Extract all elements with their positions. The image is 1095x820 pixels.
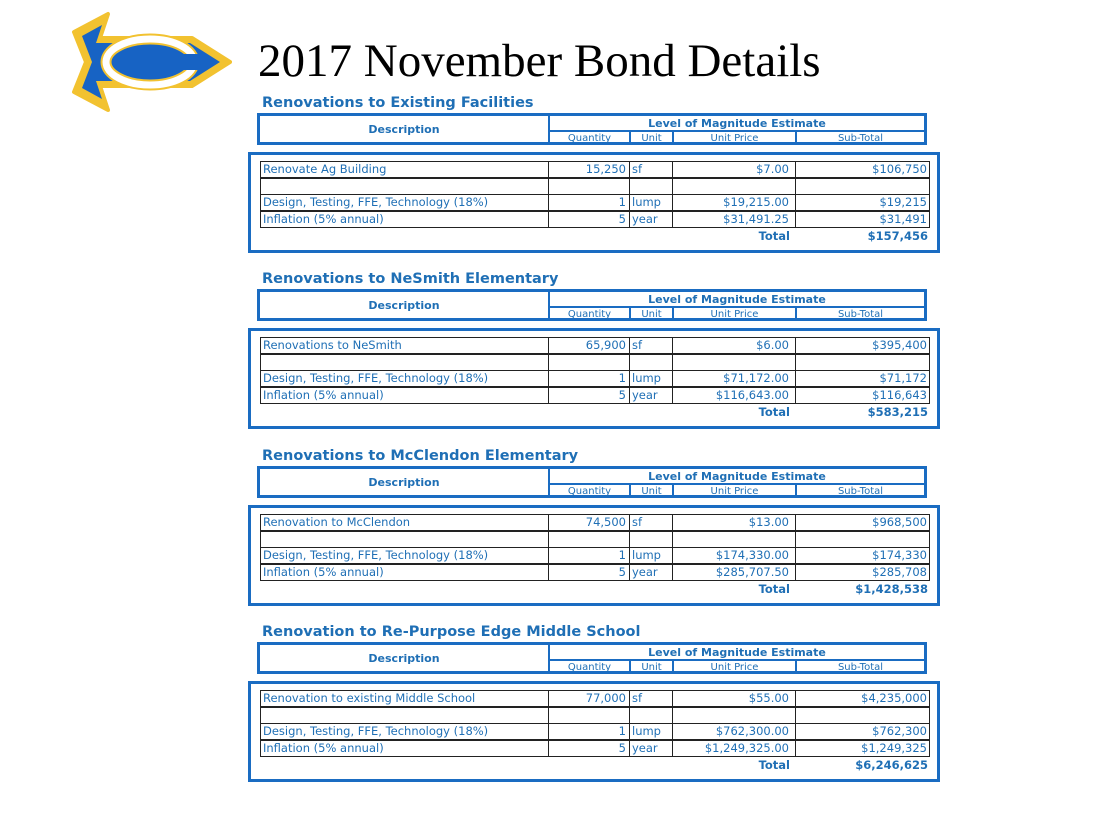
cell-unit-price: $19,215.00: [672, 194, 796, 211]
header-description: Description: [368, 298, 440, 312]
cell-unit-price: [672, 354, 796, 371]
cell-sub-total: $4,235,000: [795, 690, 930, 707]
cell-unit: sf: [629, 690, 673, 707]
header-estimate: Level of Magnitude Estimate: [548, 292, 924, 308]
cell-unit: lump: [629, 194, 673, 211]
header-estimate: Level of Magnitude Estimate: [548, 469, 924, 485]
section-title: Renovation to Re-Purpose Edge Middle School: [262, 624, 641, 640]
section-title: Renovations to NeSmith Elementary: [262, 271, 559, 287]
header-quantity: Quantity: [548, 485, 629, 497]
total-row: [260, 758, 930, 775]
cell-quantity: 77,000: [548, 690, 630, 707]
table-row: [260, 690, 930, 707]
cell-unit-price: [672, 531, 796, 548]
cell-unit: lump: [629, 547, 673, 564]
cell-sub-total: [795, 178, 930, 195]
cell-unit-price: $71,172.00: [672, 370, 796, 387]
cell-quantity: 15,250: [548, 161, 630, 178]
table-row: [260, 547, 930, 564]
cell-unit-price: $116,643.00: [672, 387, 796, 404]
header-sub-total: Sub-Total: [795, 661, 924, 673]
table-header: [257, 113, 927, 145]
school-logo: [70, 10, 232, 114]
table-row: [260, 707, 930, 724]
cell-unit-price: $285,707.50: [672, 564, 796, 581]
cell-unit: lump: [629, 370, 673, 387]
cell-description: Design, Testing, FFE, Technology (18%): [260, 723, 549, 740]
cell-description: Inflation (5% annual): [260, 564, 549, 581]
cell-description: Design, Testing, FFE, Technology (18%): [260, 194, 549, 211]
table-body: [248, 152, 940, 253]
header-unit: Unit: [629, 485, 672, 497]
table-body: [248, 328, 940, 429]
cell-sub-total: $762,300: [795, 723, 930, 740]
page-title: 2017 November Bond Details: [258, 35, 821, 87]
total-row: [260, 582, 930, 599]
cell-sub-total: $106,750: [795, 161, 930, 178]
cell-quantity: [548, 707, 630, 724]
header-quantity: Quantity: [548, 132, 629, 144]
table-header: [257, 466, 927, 498]
cell-description: Inflation (5% annual): [260, 740, 549, 757]
cell-sub-total: [795, 354, 930, 371]
cell-unit-price: $1,249,325.00: [672, 740, 796, 757]
cell-unit-price: [672, 707, 796, 724]
header-unit: Unit: [629, 308, 672, 320]
header-unit-price: Unit Price: [672, 661, 795, 673]
table-row: [260, 531, 930, 548]
cell-unit-price: $55.00: [672, 690, 796, 707]
table-header: [257, 642, 927, 674]
cell-unit: year: [629, 740, 673, 757]
cell-description: Design, Testing, FFE, Technology (18%): [260, 547, 549, 564]
cell-unit: sf: [629, 161, 673, 178]
cost-section: [248, 448, 940, 613]
cell-description: Renovate Ag Building: [260, 161, 549, 178]
header-description: Description: [368, 651, 440, 665]
table-row: [260, 723, 930, 740]
cell-quantity: 65,900: [548, 337, 630, 354]
table-body: [248, 505, 940, 606]
cell-unit: year: [629, 387, 673, 404]
cost-section: [248, 271, 940, 436]
cell-quantity: 74,500: [548, 514, 630, 531]
cell-unit: sf: [629, 337, 673, 354]
total-row: [260, 405, 930, 422]
cell-sub-total: $19,215: [795, 194, 930, 211]
table-row: [260, 514, 930, 531]
header-unit: Unit: [629, 132, 672, 144]
cell-sub-total: $1,249,325: [795, 740, 930, 757]
cell-sub-total: [795, 707, 930, 724]
cell-quantity: 5: [548, 211, 630, 228]
cell-sub-total: $968,500: [795, 514, 930, 531]
total-value: $157,456: [867, 229, 928, 243]
cell-description: Renovation to existing Middle School: [260, 690, 549, 707]
cost-section: [248, 624, 940, 789]
header-unit: Unit: [629, 661, 672, 673]
header-sub-total: Sub-Total: [795, 308, 924, 320]
cell-description: [260, 707, 549, 724]
cell-unit: [629, 531, 673, 548]
table-row: [260, 161, 930, 178]
total-value: $583,215: [867, 405, 928, 419]
cell-unit-price: $7.00: [672, 161, 796, 178]
header-sub-total: Sub-Total: [795, 132, 924, 144]
cell-quantity: 5: [548, 740, 630, 757]
table-row: [260, 740, 930, 757]
cell-sub-total: [795, 531, 930, 548]
header-quantity: Quantity: [548, 308, 629, 320]
total-value: $1,428,538: [855, 582, 928, 596]
cell-unit-price: [672, 178, 796, 195]
cell-unit-price: $174,330.00: [672, 547, 796, 564]
total-label: Total: [758, 405, 790, 419]
header-unit-price: Unit Price: [672, 485, 795, 497]
table-row: [260, 211, 930, 228]
table-body: [248, 681, 940, 782]
cell-quantity: [548, 354, 630, 371]
cell-unit: sf: [629, 514, 673, 531]
cell-description: Inflation (5% annual): [260, 387, 549, 404]
header-estimate: Level of Magnitude Estimate: [548, 645, 924, 661]
cell-quantity: 5: [548, 564, 630, 581]
cell-description: [260, 178, 549, 195]
total-row: [260, 229, 930, 246]
header-estimate: Level of Magnitude Estimate: [548, 116, 924, 132]
header-quantity: Quantity: [548, 661, 629, 673]
header-unit-price: Unit Price: [672, 308, 795, 320]
cell-sub-total: $116,643: [795, 387, 930, 404]
cell-unit-price: $6.00: [672, 337, 796, 354]
table-row: [260, 194, 930, 211]
table-row: [260, 564, 930, 581]
total-label: Total: [758, 229, 790, 243]
cell-sub-total: $285,708: [795, 564, 930, 581]
header-unit-price: Unit Price: [672, 132, 795, 144]
cell-sub-total: $71,172: [795, 370, 930, 387]
cell-sub-total: $395,400: [795, 337, 930, 354]
table-row: [260, 178, 930, 195]
section-title: Renovations to Existing Facilities: [262, 95, 534, 111]
cell-unit: year: [629, 564, 673, 581]
cell-unit: lump: [629, 723, 673, 740]
table-row: [260, 370, 930, 387]
cost-section: [248, 95, 940, 260]
cell-quantity: 1: [548, 723, 630, 740]
cell-description: Design, Testing, FFE, Technology (18%): [260, 370, 549, 387]
cell-unit: [629, 707, 673, 724]
cell-quantity: 1: [548, 194, 630, 211]
cell-description: [260, 354, 549, 371]
cell-quantity: [548, 531, 630, 548]
table-row: [260, 387, 930, 404]
total-label: Total: [758, 758, 790, 772]
section-title: Renovations to McClendon Elementary: [262, 448, 579, 464]
cell-quantity: 5: [548, 387, 630, 404]
cell-quantity: 1: [548, 370, 630, 387]
cell-quantity: 1: [548, 547, 630, 564]
cell-description: Renovations to NeSmith: [260, 337, 549, 354]
total-label: Total: [758, 582, 790, 596]
total-value: $6,246,625: [855, 758, 928, 772]
cell-unit-price: $13.00: [672, 514, 796, 531]
header-description: Description: [368, 122, 440, 136]
header-sub-total: Sub-Total: [795, 485, 924, 497]
table-header: [257, 289, 927, 321]
table-row: [260, 354, 930, 371]
header-description: Description: [368, 475, 440, 489]
cell-quantity: [548, 178, 630, 195]
cell-sub-total: $31,491: [795, 211, 930, 228]
cell-unit-price: $762,300.00: [672, 723, 796, 740]
cell-description: Renovation to McClendon: [260, 514, 549, 531]
cell-unit-price: $31,491.25: [672, 211, 796, 228]
cell-unit: [629, 354, 673, 371]
cell-unit: year: [629, 211, 673, 228]
cell-description: [260, 531, 549, 548]
table-row: [260, 337, 930, 354]
cell-unit: [629, 178, 673, 195]
cell-description: Inflation (5% annual): [260, 211, 549, 228]
cell-sub-total: $174,330: [795, 547, 930, 564]
